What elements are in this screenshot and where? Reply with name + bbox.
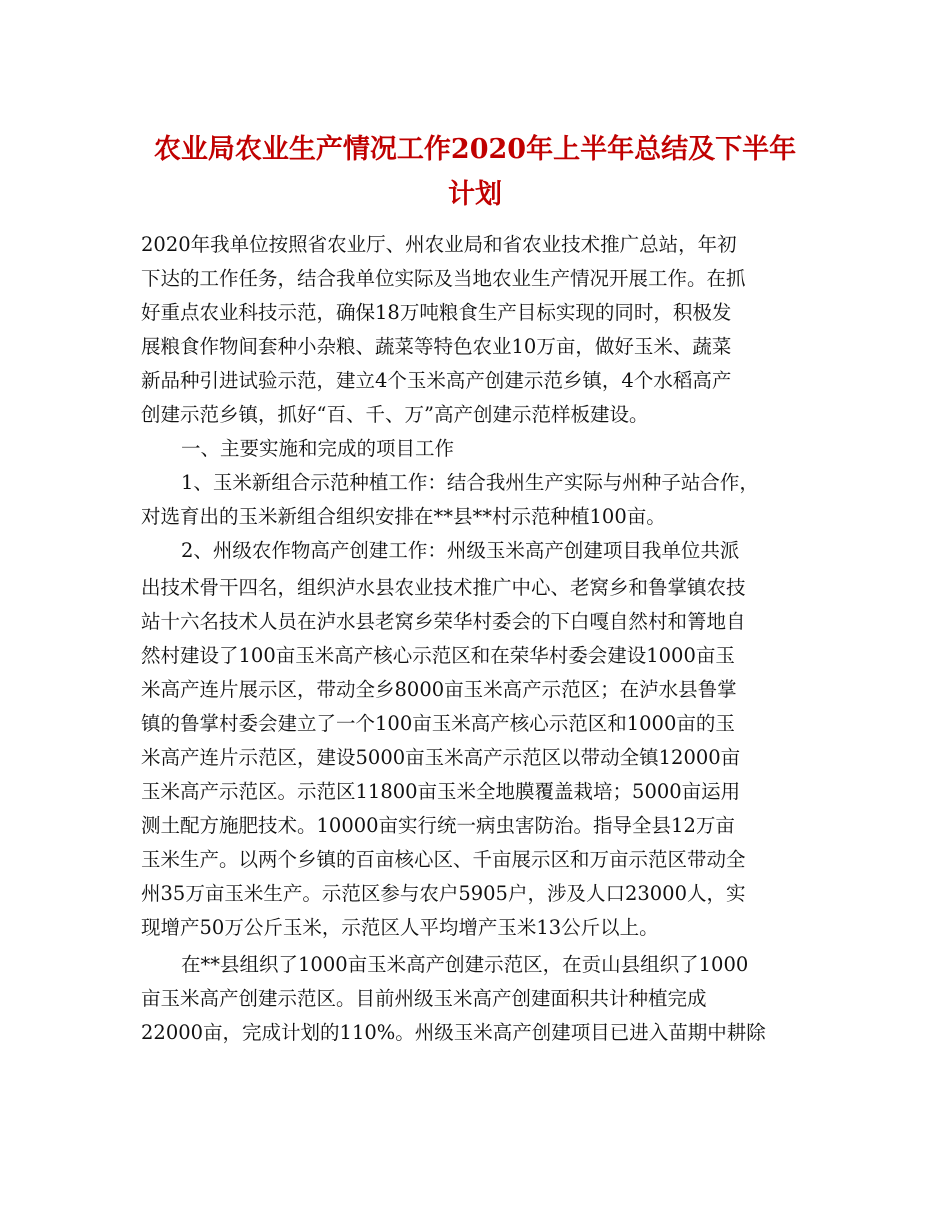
paragraph-line: 对选育出的玉米新组合组织安排在**县**村示范种植100亩。 [141, 505, 666, 528]
paragraph-line: 州35万亩玉米生产。示范区参与农户5905户，涉及人口23000人，实 [141, 882, 746, 905]
paragraph-line: 下达的工作任务，结合我单位实际及当地农业生产情况开展工作。在抓 [141, 267, 746, 290]
paragraph-line: 展粮食作物间套种小杂粮、蔬菜等特色农业10万亩，做好玉米、蔬菜 [141, 335, 732, 358]
paragraph-line: 然村建设了100亩玉米高产核心示范区和在荣华村委会建设1000亩玉 [141, 644, 735, 667]
paragraph-line: 站十六名技术人员在泸水县老窝乡荣华村委会的下白嘎自然村和箐地自 [141, 610, 746, 633]
paragraph-line: 现增产50万公斤玉米，示范区人平均增产玉米13公斤以上。 [141, 916, 659, 939]
paragraph-line: 玉米高产示范区。示范区11800亩玉米全地膜覆盖栽培；5000亩运用 [141, 780, 741, 803]
paragraph-line: 1、玉米新组合示范种植工作：结合我州生产实际与州种子站合作， [181, 471, 759, 494]
paragraph-line: 测土配方施肥技术。10000亩实行统一病虫害防治。指导全县12万亩 [141, 814, 735, 837]
paragraph-line: 米高产连片展示区，带动全乡8000亩玉米高产示范区；在泸水县鲁掌 [141, 678, 737, 701]
document-title-line-1: 农业局农业生产情况工作2020年上半年总结及下半年 [153, 134, 797, 165]
paragraph-line: 新品种引进试验示范，建立4个玉米高产创建示范乡镇，4个水稻高产 [141, 369, 732, 392]
paragraph-line: 镇的鲁掌村委会建立了一个100亩玉米高产核心示范区和1000亩的玉 [141, 712, 735, 735]
paragraph-line: 创建示范乡镇，抓好“百、千、万”高产创建示范样板建设。 [141, 403, 649, 426]
paragraph-line: 一、主要实施和完成的项目工作 [181, 437, 455, 460]
paragraph-line: 米高产连片示范区，建设5000亩玉米高产示范区以带动全镇12000亩 [141, 746, 741, 769]
paragraph-line: 2、州级农作物高产创建工作：州级玉米高产创建项目我单位共派 [181, 539, 740, 562]
document-title-line-2: 计划 [448, 179, 502, 210]
paragraph-line: 2020年我单位按照省农业厅、州农业局和省农业技术推广总站，年初 [141, 233, 737, 256]
paragraph-line: 玉米生产。以两个乡镇的百亩核心区、千亩展示区和万亩示范区带动全 [141, 848, 746, 871]
paragraph-line: 亩玉米高产创建示范区。目前州级玉米高产创建面积共计种植完成 [141, 987, 707, 1010]
paragraph-line: 好重点农业科技示范，确保18万吨粮食生产目标实现的同时，积极发 [141, 301, 732, 324]
paragraph-line: 22000亩，完成计划的110%。州级玉米高产创建项目已进入苗期中耕除 [141, 1021, 766, 1044]
paragraph-line: 出技术骨干四名，组织泸水县农业技术推广中心、老窝乡和鲁掌镇农技 [141, 576, 746, 599]
paragraph-line: 在**县组织了1000亩玉米高产创建示范区，在贡山县组织了1000 [181, 953, 749, 976]
